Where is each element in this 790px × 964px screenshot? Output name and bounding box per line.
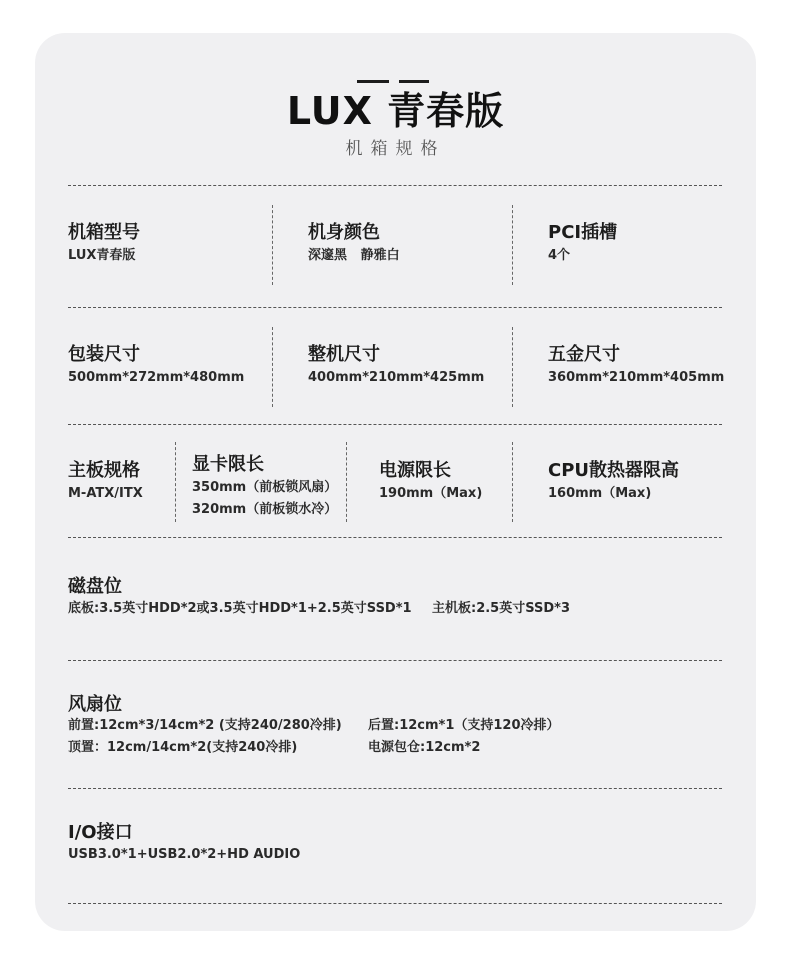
disk-bay-main-value: 主机板:2.5英寸SSD*3 (432, 601, 571, 616)
body-color-label: 机身颜色 (308, 222, 380, 243)
case-size-label: 整机尺寸 (308, 344, 380, 365)
column-divider (512, 442, 513, 522)
divider (68, 788, 722, 789)
io-port-label: I/O接口 (68, 822, 133, 843)
spec-card (35, 33, 756, 931)
package-size-value: 500mm*272mm*480mm (68, 370, 245, 385)
divider (68, 185, 722, 186)
gpu-length-label: 显卡限长 (192, 454, 264, 475)
motherboard-label: 主板规格 (68, 460, 140, 481)
page-title: LUX 青春版 (286, 89, 505, 133)
column-divider (512, 327, 513, 407)
divider (68, 537, 722, 538)
column-divider (272, 327, 273, 407)
page-subtitle: 机箱规格 (345, 139, 446, 159)
column-divider (272, 205, 273, 285)
fan-front-value: 前置:12cm*3/14cm*2 (支持240/280冷排) (68, 718, 342, 733)
case-size-value: 400mm*210mm*425mm (308, 370, 485, 385)
hardware-size-label: 五金尺寸 (548, 344, 620, 365)
fan-psu-cover-value: 电源包仓:12cm*2 (368, 740, 481, 755)
pci-slot-label: PCI插槽 (548, 222, 618, 243)
hardware-size-value: 360mm*210mm*405mm (548, 370, 725, 385)
case-model-value: LUX青春版 (68, 248, 136, 263)
fan-top-value: 顶置：12cm/14cm*2(支持240冷排) (68, 740, 298, 755)
title-decoration-bar-left (357, 80, 389, 83)
divider (68, 307, 722, 308)
gpu-length-value-fan: 350mm（前板锁风扇） (192, 480, 338, 495)
divider (68, 660, 722, 661)
disk-bay-bottom-value: 底板:3.5英寸HDD*2或3.5英寸HDD*1+2.5英寸SSD*1 (68, 601, 412, 616)
gpu-length-value-radiator: 320mm（前板锁水冷） (192, 502, 338, 517)
column-divider (346, 442, 347, 522)
fan-position-label: 风扇位 (68, 694, 122, 715)
disk-bay-label: 磁盘位 (68, 576, 122, 597)
fan-rear-value: 后置:12cm*1（支持120冷排） (368, 718, 560, 733)
body-color-value: 深邃黑 静雅白 (308, 248, 400, 263)
cpu-cooler-label: CPU散热器限高 (548, 460, 680, 481)
case-model-label: 机箱型号 (68, 222, 140, 243)
psu-length-label: 电源限长 (379, 460, 451, 481)
pci-slot-value: 4个 (548, 248, 571, 263)
cpu-cooler-value: 160mm（Max) (548, 486, 652, 501)
column-divider (175, 442, 176, 522)
psu-length-value: 190mm（Max) (379, 486, 483, 501)
io-port-value: USB3.0*1+USB2.0*2+HD AUDIO (68, 847, 301, 862)
divider (68, 424, 722, 425)
package-size-label: 包装尺寸 (68, 344, 140, 365)
motherboard-value: M-ATX/ITX (68, 486, 143, 501)
column-divider (512, 205, 513, 285)
title-decoration-bar-right (399, 80, 429, 83)
divider (68, 903, 722, 904)
